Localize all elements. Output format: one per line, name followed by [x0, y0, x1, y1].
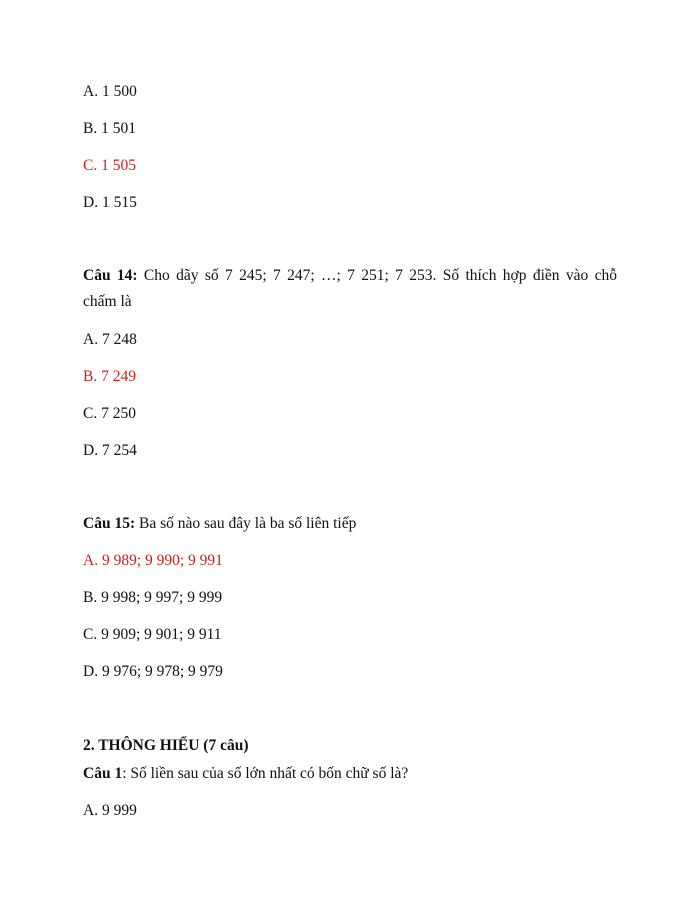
q13-option-d: D. 1 515 [83, 194, 137, 211]
q13-option-a: A. 1 500 [83, 83, 137, 100]
s2q1-option-a: A. 9 999 [83, 802, 137, 819]
q13-option-b: B. 1 501 [83, 120, 136, 137]
s2q1-question [83, 764, 408, 784]
q15-option-d: D. 9 976; 9 978; 9 979 [83, 663, 223, 680]
q14-option-b-correct: B. 7 249 [83, 368, 136, 385]
q15-question [83, 514, 356, 534]
q14-option-d: D. 7 254 [83, 442, 137, 459]
q15-label: Câu 15: [83, 515, 136, 532]
q13-option-c-correct: C. 1 505 [83, 157, 136, 174]
q14-text-line1: Cho dãy số 7 245; 7 247; …; 7 251; 7 253. Số thích hợp điền vào chỗ [137, 267, 617, 284]
q14-label: Câu 14: [83, 267, 138, 284]
q14-option-c: C. 7 250 [83, 405, 136, 422]
q14-option-a: A. 7 248 [83, 331, 137, 348]
section-heading: 2. THÔNG HIỂU (7 câu) [83, 737, 249, 754]
s2q1-text: : Số liền sau của số lớn nhất có bốn chữ số là? [122, 765, 409, 782]
q14-question-line2: chấm là [83, 293, 132, 310]
q15-option-b: B. 9 998; 9 997; 9 999 [83, 589, 223, 606]
q15-option-c: C. 9 909; 9 901; 9 911 [83, 626, 222, 643]
q14-question-line1 [83, 266, 617, 286]
q15-option-a-correct: A. 9 989; 9 990; 9 991 [83, 552, 223, 569]
s2q1-label: Câu 1 [83, 765, 123, 782]
q15-text: Ba số nào sau đây là ba số liên tiếp [135, 515, 357, 532]
